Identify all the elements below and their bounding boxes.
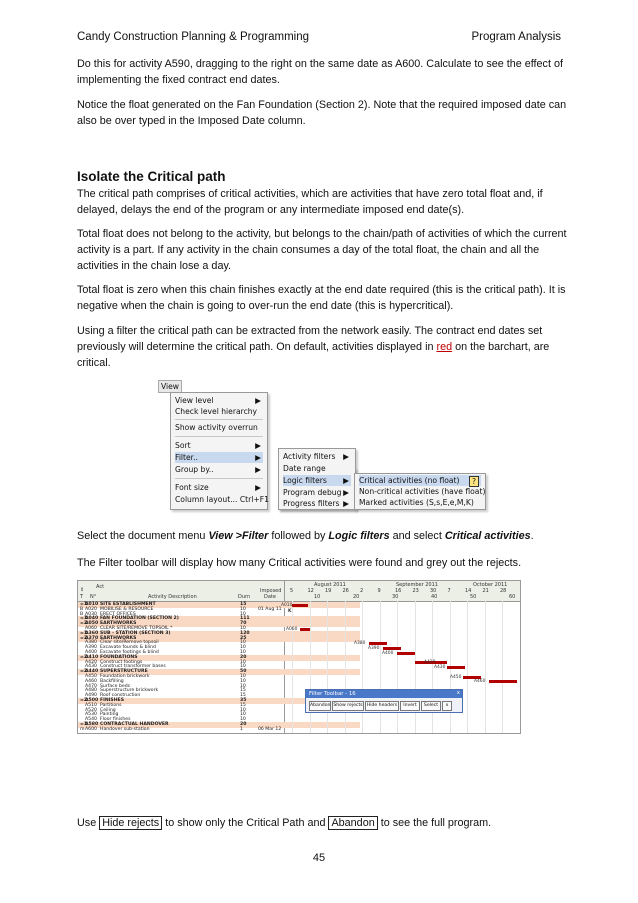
- cell-desc: Clear site/Remove topsoil: [100, 640, 159, 646]
- filter-submenu-panel: [278, 448, 356, 510]
- day-tick: 9: [377, 588, 381, 594]
- cell-durn: 20: [240, 722, 247, 727]
- cell-no: A360: [85, 630, 99, 636]
- month-sep: September 2011: [396, 582, 438, 588]
- grid-line: [292, 601, 293, 733]
- cell-no: A390: [85, 645, 97, 651]
- col-durn: Durn: [238, 594, 251, 600]
- col-desc: Activity Description: [148, 594, 197, 600]
- cell-desc: SUB - STATION (SECTION 3): [100, 630, 171, 636]
- logic-submenu-panel: [354, 473, 486, 510]
- cell-desc: Foundation brickwork: [100, 674, 150, 679]
- page-number: 45: [312, 852, 326, 864]
- day-tick: 14: [465, 588, 472, 594]
- cell-desc: Superstructure brickwork: [100, 688, 159, 694]
- cell-t: m: [80, 726, 85, 732]
- paragraph-5: Total float is zero when this chain finishes exactly at the end date required (this is the critical path). It is negative when the chain is going to over-run the end date (this is hypercritical).: [77, 284, 566, 312]
- cell-no: A020: [85, 606, 97, 612]
- bar-label: A430: [434, 664, 446, 670]
- gantt-bar[interactable]: [489, 680, 517, 683]
- cell-durn: 15: [240, 688, 246, 694]
- cell-t: =1: [80, 602, 88, 607]
- grid-line: [502, 601, 503, 733]
- chevron-right-icon: ▶: [255, 396, 261, 405]
- cell-durn: 1: [240, 726, 243, 732]
- cell-desc: FOUNDATIONS: [100, 654, 138, 660]
- help-icon: ?: [469, 476, 479, 487]
- cell-durn: 10: [240, 712, 246, 718]
- gantt-bar[interactable]: [383, 647, 401, 650]
- week-tick: 20: [353, 594, 360, 600]
- paragraph-3: The critical path comprises of critical activities, which are activities that have zero total float and, if delayed, delays the end of the program or any intermediate imposed end date(s).: [77, 188, 543, 216]
- view-menu-screenshot: [158, 380, 488, 510]
- bar-label: A060: [286, 626, 298, 632]
- cell-no: A030: [85, 611, 97, 617]
- grid-line: [380, 601, 381, 733]
- bar-label: A420: [424, 660, 436, 666]
- section-title: Isolate the Critical path: [77, 169, 226, 184]
- cell-no: A430: [85, 664, 97, 670]
- cell-durn: 10: [240, 717, 246, 723]
- col-imposed: Imposed: [260, 588, 282, 594]
- cell-no: A540: [85, 717, 97, 723]
- week-tick: 60: [509, 594, 516, 600]
- cell-durn: 10: [240, 683, 246, 689]
- menu-item-view-level[interactable]: View level ▶: [175, 396, 261, 405]
- day-tick: 26: [342, 588, 349, 594]
- cell-desc: Backfilling: [100, 678, 124, 684]
- cell-no: A460: [85, 678, 97, 684]
- bar-label: A010: [281, 602, 293, 608]
- cell-desc: Excavate footings & blind: [100, 650, 159, 655]
- cell-durn: 50: [240, 669, 247, 675]
- cell-desc: FINISHES: [100, 698, 125, 703]
- cell-no: A010: [85, 602, 99, 607]
- cell-durn: 15: [240, 693, 246, 699]
- cell-t: =2: [80, 635, 88, 641]
- paragraph-4: Total float does not belong to the activity, but belongs to the chain/path of activities of which the current activity is a part. If any activity in the chain consumes a day of the total float, the chain and all the activities in the chain lose a day.: [77, 228, 567, 272]
- submenu-logic-filters[interactable]: Logic filters ▶: [283, 476, 349, 485]
- day-tick: 30: [430, 588, 437, 594]
- paragraph-8: The Filter toolbar will display how many Critical activities were found and grey out the rejects.: [77, 557, 522, 569]
- menu-separator: [175, 419, 263, 420]
- menu-separator: [175, 478, 263, 479]
- view-menu-panel: [170, 392, 268, 510]
- gantt-bar[interactable]: [447, 666, 465, 669]
- cell-durn: 10: [240, 650, 246, 655]
- cell-durn: 10: [240, 678, 246, 684]
- cell-no: A440: [85, 669, 99, 675]
- expand-icon[interactable]: ⇕: [80, 587, 85, 593]
- menu-item-sort[interactable]: Sort ▶: [175, 441, 261, 450]
- month-oct: October 2011: [473, 582, 508, 588]
- cell-t: B: [80, 611, 84, 617]
- col-date: Date: [264, 594, 276, 600]
- bar-label: A400: [382, 650, 394, 656]
- cell-desc: EARTHWORKS: [100, 635, 137, 641]
- show-rejects-button[interactable]: Show rejects: [332, 701, 364, 711]
- cell-durn: 10: [240, 707, 246, 713]
- cell-t: =1: [80, 616, 88, 622]
- paragraph-6-before: Using a filter the critical path can be extracted from the network easily. The contract end dates set previously will determine the critical path. On default, activities displayed in: [77, 325, 543, 353]
- gantt-bar[interactable]: [292, 604, 308, 607]
- menu-item-filter[interactable]: Filter.. ▶: [175, 453, 261, 462]
- chevron-right-icon: ▶: [255, 441, 261, 450]
- gantt-header: [78, 581, 520, 602]
- cell-desc: Construct footings: [100, 659, 143, 665]
- month-aug: August 2011: [314, 582, 346, 588]
- chevron-right-icon: ▶: [255, 453, 261, 462]
- cell-desc: SUPERSTRUCTURE: [100, 669, 148, 675]
- day-tick: 23: [412, 588, 419, 594]
- cell-no: A410: [85, 654, 99, 660]
- col-act: Act: [96, 584, 105, 590]
- gantt-bar[interactable]: [300, 628, 310, 631]
- bar-label: A460: [474, 679, 486, 685]
- chevron-right-icon: ▶: [343, 476, 349, 485]
- cell-durn: 10: [240, 626, 246, 631]
- cell-desc: CONTRACTUAL HANDOVER: [100, 722, 169, 727]
- menu-item-column-layout[interactable]: Column layout... Ctrl+F1: [175, 495, 269, 504]
- cell-desc: Surface beds: [100, 683, 131, 689]
- cell-no: A370: [85, 635, 99, 641]
- menu-item-check-level[interactable]: Check level hierarchy: [175, 407, 258, 416]
- cell-desc: Ceiling: [100, 707, 116, 713]
- cell-no: A520: [85, 707, 97, 713]
- menu-item-font-size[interactable]: Font size ▶: [175, 483, 261, 492]
- grid-line: [467, 601, 468, 733]
- cell-t: =2: [80, 669, 88, 675]
- cell-t: =2: [80, 654, 88, 660]
- cell-desc: MOBILISE & RESOURCE: [100, 606, 154, 612]
- cell-durn: 10: [240, 611, 246, 617]
- cell-desc: EARTHWORKS: [100, 621, 137, 627]
- view-menu-button[interactable]: View: [158, 380, 182, 393]
- cell-no: A600: [85, 726, 97, 732]
- submenu-date-range[interactable]: Date range: [283, 464, 326, 473]
- bar-label: A380: [354, 640, 366, 646]
- menu-item-group-by[interactable]: Group by.. ▶: [175, 465, 261, 474]
- cell-desc: FAN FOUNDATION (SECTION 2): [100, 616, 179, 622]
- cell-durn: 10: [240, 664, 246, 670]
- submenu-non-critical[interactable]: Non-critical activities (have float): [359, 487, 486, 496]
- cell-desc: Floor finishes: [100, 717, 131, 723]
- cell-no: A500: [85, 698, 99, 703]
- cell-t: =1: [80, 722, 88, 727]
- submenu-program-debug[interactable]: Program debug ▶: [283, 488, 349, 497]
- paragraph-6-after: on the barchart, are critical.: [77, 341, 550, 369]
- cell-desc: Excavate founds & blind: [100, 645, 156, 651]
- week-tick: 10: [314, 594, 321, 600]
- paragraph-2: Notice the float generated on the Fan Foundation (Section 2). Note that the required imposed date can also be over typed in the Imposed Date column.: [77, 99, 567, 127]
- grid-line: [362, 601, 363, 733]
- grid-line: [310, 601, 311, 733]
- filter-toolbar-title: Filter Toolbar - 16: [306, 690, 462, 698]
- chevron-right-icon: ▶: [255, 465, 261, 474]
- cell-durn: 20: [240, 654, 247, 660]
- cell-no: A040: [85, 616, 99, 622]
- chevron-right-icon: ▶: [255, 483, 261, 492]
- day-tick: 28: [500, 588, 507, 594]
- cell-durn: 10: [240, 606, 246, 612]
- cell-no: A050: [85, 621, 99, 627]
- cell-t: =1: [80, 630, 88, 636]
- k-marker: K: [288, 609, 292, 614]
- table-row[interactable]: [78, 727, 360, 733]
- cell-desc: Partitions: [100, 702, 122, 708]
- grid-line: [415, 601, 416, 733]
- col-t: T: [80, 594, 84, 600]
- cell-no: A470: [85, 683, 97, 689]
- day-tick: 5: [290, 588, 294, 594]
- bar-label: A390: [368, 645, 380, 651]
- cell-no: A420: [85, 659, 97, 665]
- week-tick: 40: [431, 594, 438, 600]
- cell-desc: Handover sub-station: [100, 726, 150, 732]
- cell-durn: 70: [240, 621, 247, 627]
- cell-date: 06 Mar 12: [258, 726, 282, 732]
- cell-no: A450: [85, 674, 97, 679]
- cell-no: A380: [85, 640, 97, 646]
- day-tick: 19: [325, 588, 332, 594]
- cell-durn: 10: [240, 659, 246, 665]
- red-word: red: [436, 341, 453, 353]
- cell-no: A580: [85, 722, 99, 727]
- bar-label: A450: [450, 674, 462, 680]
- hide-headers-button[interactable]: Hide headers: [365, 701, 399, 711]
- cell-desc: Painting: [100, 712, 119, 718]
- cell-desc: CLEAR SITE/REMOVE TOPSOIL *: [100, 626, 173, 631]
- cell-t: =2: [80, 698, 88, 703]
- paragraph-6: [77, 323, 567, 371]
- day-tick: 21: [482, 588, 489, 594]
- menu-item-show-overrun[interactable]: Show activity overrun: [175, 423, 258, 432]
- cell-durn: 10: [240, 640, 246, 646]
- cell-durn: 111: [240, 616, 250, 622]
- cell-durn: 120: [240, 630, 250, 636]
- header-left: Candy Construction Planning & Programming: [77, 31, 310, 43]
- select-button[interactable]: Select: [421, 701, 441, 711]
- gantt-screenshot: [77, 580, 521, 734]
- grid-line: [327, 601, 328, 733]
- cell-no: A510: [85, 702, 97, 708]
- cell-desc: SITE ESTABLISHMENT: [100, 602, 156, 607]
- abandon-ref: Abandon: [328, 816, 377, 830]
- hide-rejects-ref: Hide rejects: [99, 816, 162, 830]
- cell-durn: 25: [240, 635, 247, 641]
- cell-no: A530: [85, 712, 97, 718]
- cell-desc: Roof construction: [100, 693, 141, 699]
- paragraph-9: Use Hide rejects to show only the Critical Path and Abandon to see the full program.: [77, 817, 492, 829]
- chevron-right-icon: ▶: [343, 499, 349, 508]
- header-right: Program Analysis: [471, 31, 561, 43]
- grid-line: [432, 601, 433, 733]
- cell-no: A060: [85, 626, 97, 631]
- day-tick: 7: [447, 588, 451, 594]
- close-icon[interactable]: x: [456, 690, 460, 696]
- grid-line: [485, 601, 486, 733]
- day-tick: 12: [307, 588, 314, 594]
- cell-durn: 10: [240, 645, 246, 651]
- cell-no: A480: [85, 688, 97, 694]
- cell-durn: 15: [240, 602, 247, 607]
- filter-toolbar: [305, 689, 463, 713]
- small-x-button[interactable]: x: [442, 701, 452, 711]
- abandon-button[interactable]: Abandon: [309, 701, 331, 711]
- week-tick: 50: [470, 594, 477, 600]
- cell-durn: 15: [240, 702, 246, 708]
- cell-desc: Construct transformer bases: [100, 664, 166, 670]
- paragraph-7: Select the document menu View >Filter followed by Logic filters and select Critical activities.: [77, 530, 534, 542]
- cell-date: 01 Aug 11: [258, 606, 282, 612]
- day-tick: 2: [360, 588, 364, 594]
- day-tick: 16: [395, 588, 402, 594]
- gantt-bar[interactable]: [397, 652, 415, 655]
- cell-no: A490: [85, 693, 97, 699]
- menu-separator: [175, 436, 263, 437]
- submenu-progress-filters[interactable]: Progress filters ▶: [283, 499, 349, 508]
- col-no: N°: [90, 594, 97, 600]
- gantt-bar[interactable]: [369, 642, 387, 645]
- week-tick: 30: [392, 594, 399, 600]
- cell-t: B: [80, 606, 84, 612]
- paragraph-1: Do this for activity A590, dragging to the right on the same date as A600. Calculate to see the effect of implementing the fixed contract end dates.: [77, 58, 563, 86]
- cell-desc: ERECT OFFICES: [100, 611, 136, 617]
- chevron-right-icon: ▶: [343, 488, 349, 497]
- chevron-right-icon: ▶: [343, 452, 349, 461]
- submenu-critical-activities[interactable]: Critical activities (no float) ?: [359, 475, 481, 486]
- cell-durn: 10: [240, 674, 246, 679]
- grid-line: [345, 601, 346, 733]
- cell-t: =2: [80, 621, 88, 627]
- cell-durn: 35: [240, 698, 247, 703]
- cell-no: A400: [85, 650, 97, 655]
- submenu-marked-activities[interactable]: Marked activities (S,s,E,e,M,K): [359, 498, 474, 507]
- invert-button[interactable]: Invert: [400, 701, 420, 711]
- grid-line: [397, 601, 398, 733]
- submenu-activity-filters[interactable]: Activity filters ▶: [283, 452, 349, 461]
